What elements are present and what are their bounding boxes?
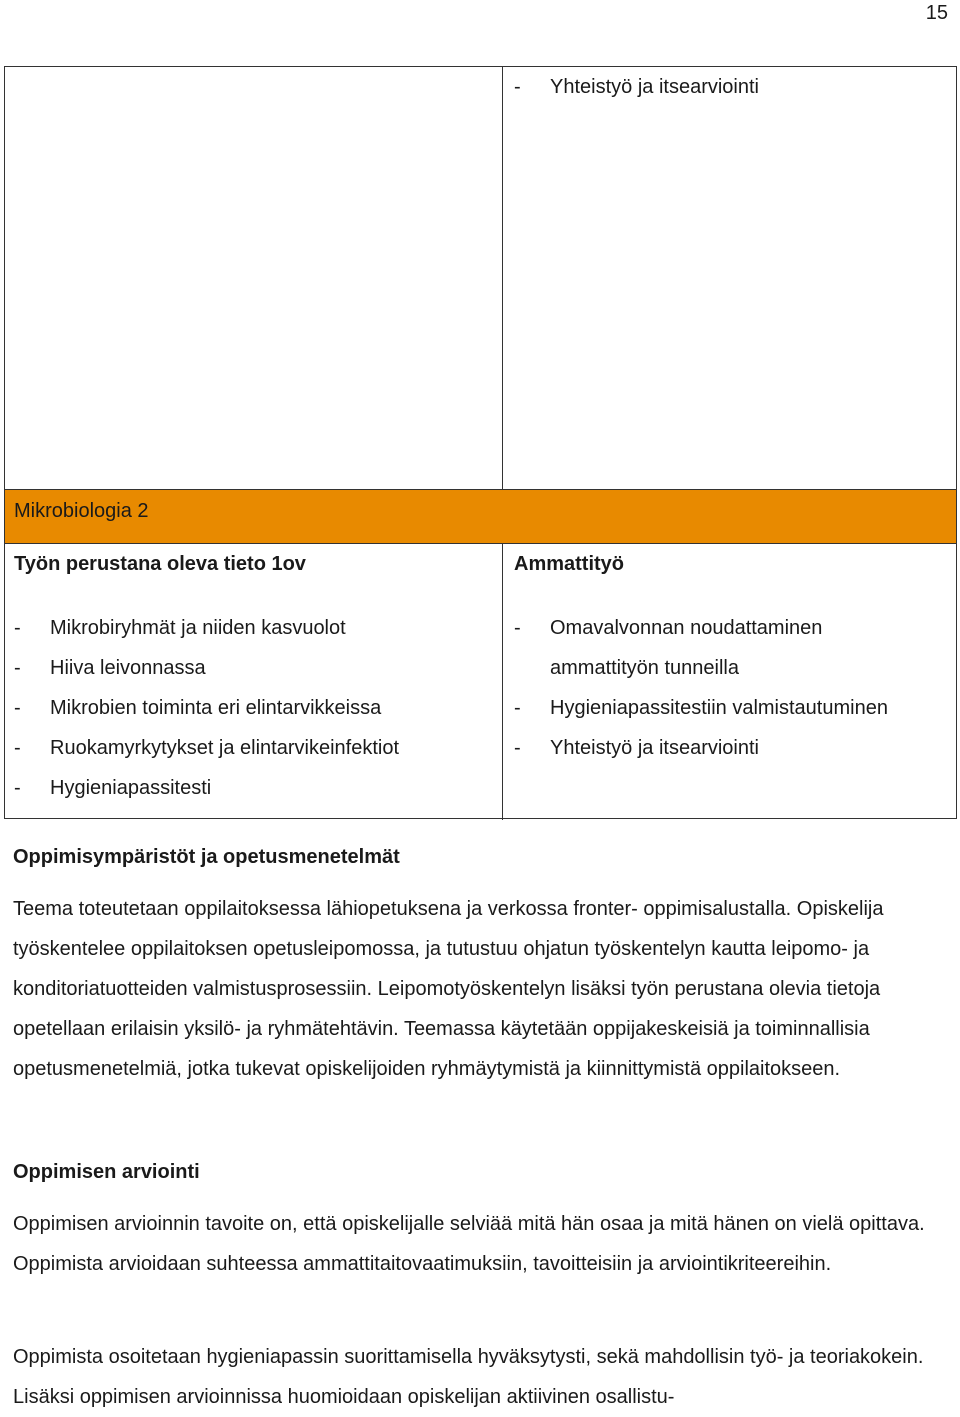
right-col-list bbox=[514, 608, 944, 768]
list-item: - Yhteistyö ja itsearviointi bbox=[514, 737, 759, 759]
left-col-heading: Työn perustana oleva tieto 1ov bbox=[14, 553, 306, 575]
right-col-heading: Ammattityö bbox=[514, 553, 625, 575]
section-bar bbox=[5, 489, 956, 544]
list-item: - Hiiva leivonnassa bbox=[14, 657, 206, 679]
page-number: 15 bbox=[925, 2, 948, 24]
list-item: - Hygieniapassitesti bbox=[14, 777, 212, 799]
list-item: - Mikrobien toiminta eri elintarvikkeissa bbox=[14, 697, 382, 719]
list-item: - Hygieniapassitestiin valmistautuminen bbox=[514, 697, 888, 719]
content-table bbox=[4, 66, 957, 819]
list-item: - Yhteistyö ja itsearviointi bbox=[514, 76, 759, 98]
left-col-list bbox=[14, 608, 494, 808]
list-item: - Mikrobiryhmät ja niiden kasvuolot bbox=[14, 617, 346, 639]
top-right-cell bbox=[514, 67, 944, 107]
section-title: Mikrobiologia 2 bbox=[14, 500, 149, 522]
column-divider bbox=[502, 67, 503, 489]
assessment-heading: Oppimisen arviointi bbox=[13, 1161, 200, 1183]
column-divider bbox=[502, 544, 503, 820]
assessment-paragraph-2: Oppimista osoitetaan hygieniapassin suorittamisella hyväksytysti, sekä mahdollisin työ- ja teoriakokein. Lisäksi oppimisen arvioinnissa huomioidaan opiskelijan aktiivinen osallistu- bbox=[13, 1346, 924, 1408]
environments-heading: Oppimisympäristöt ja opetusmenetelmät bbox=[13, 846, 400, 868]
list-item: - Ruokamyrkytykset ja elintarvikeinfektiot bbox=[14, 737, 400, 759]
list-item: - Omavalvonnan noudattaminen ammattityön tunneilla bbox=[514, 617, 823, 679]
assessment-paragraph-1: Oppimisen arvioinnin tavoite on, että opiskelijalle selviää mitä hän osaa ja mitä hänen on vielä opittava. Oppimista arvioidaan suhteessa ammattitaitovaatimuksiin, tavoitteisiin ja arviointikriteereihin. bbox=[13, 1213, 925, 1275]
environments-body: Teema toteutetaan oppilaitoksessa lähiopetuksena ja verkossa fronter- oppimisalustalla. Opiskelija työskentelee oppilaitoksen opetusleipomossa, ja tutustuu ohjatun työskentelyn kautta leipomo- ja konditoriatuotteiden valmistusprosessiin. Leipomotyöskentelyn lisäksi työn perustana olevia tietoja opetellaan erilaisin yksilö- ja ryhmätehtävin. Teemassa käytetään oppijakeskeisiä ja toiminnallisia opetusmenetelmiä, jotka tukevat opiskelijoiden ryhmäytymistä ja kiinnittymistä oppilaitokseen. bbox=[13, 898, 884, 1080]
